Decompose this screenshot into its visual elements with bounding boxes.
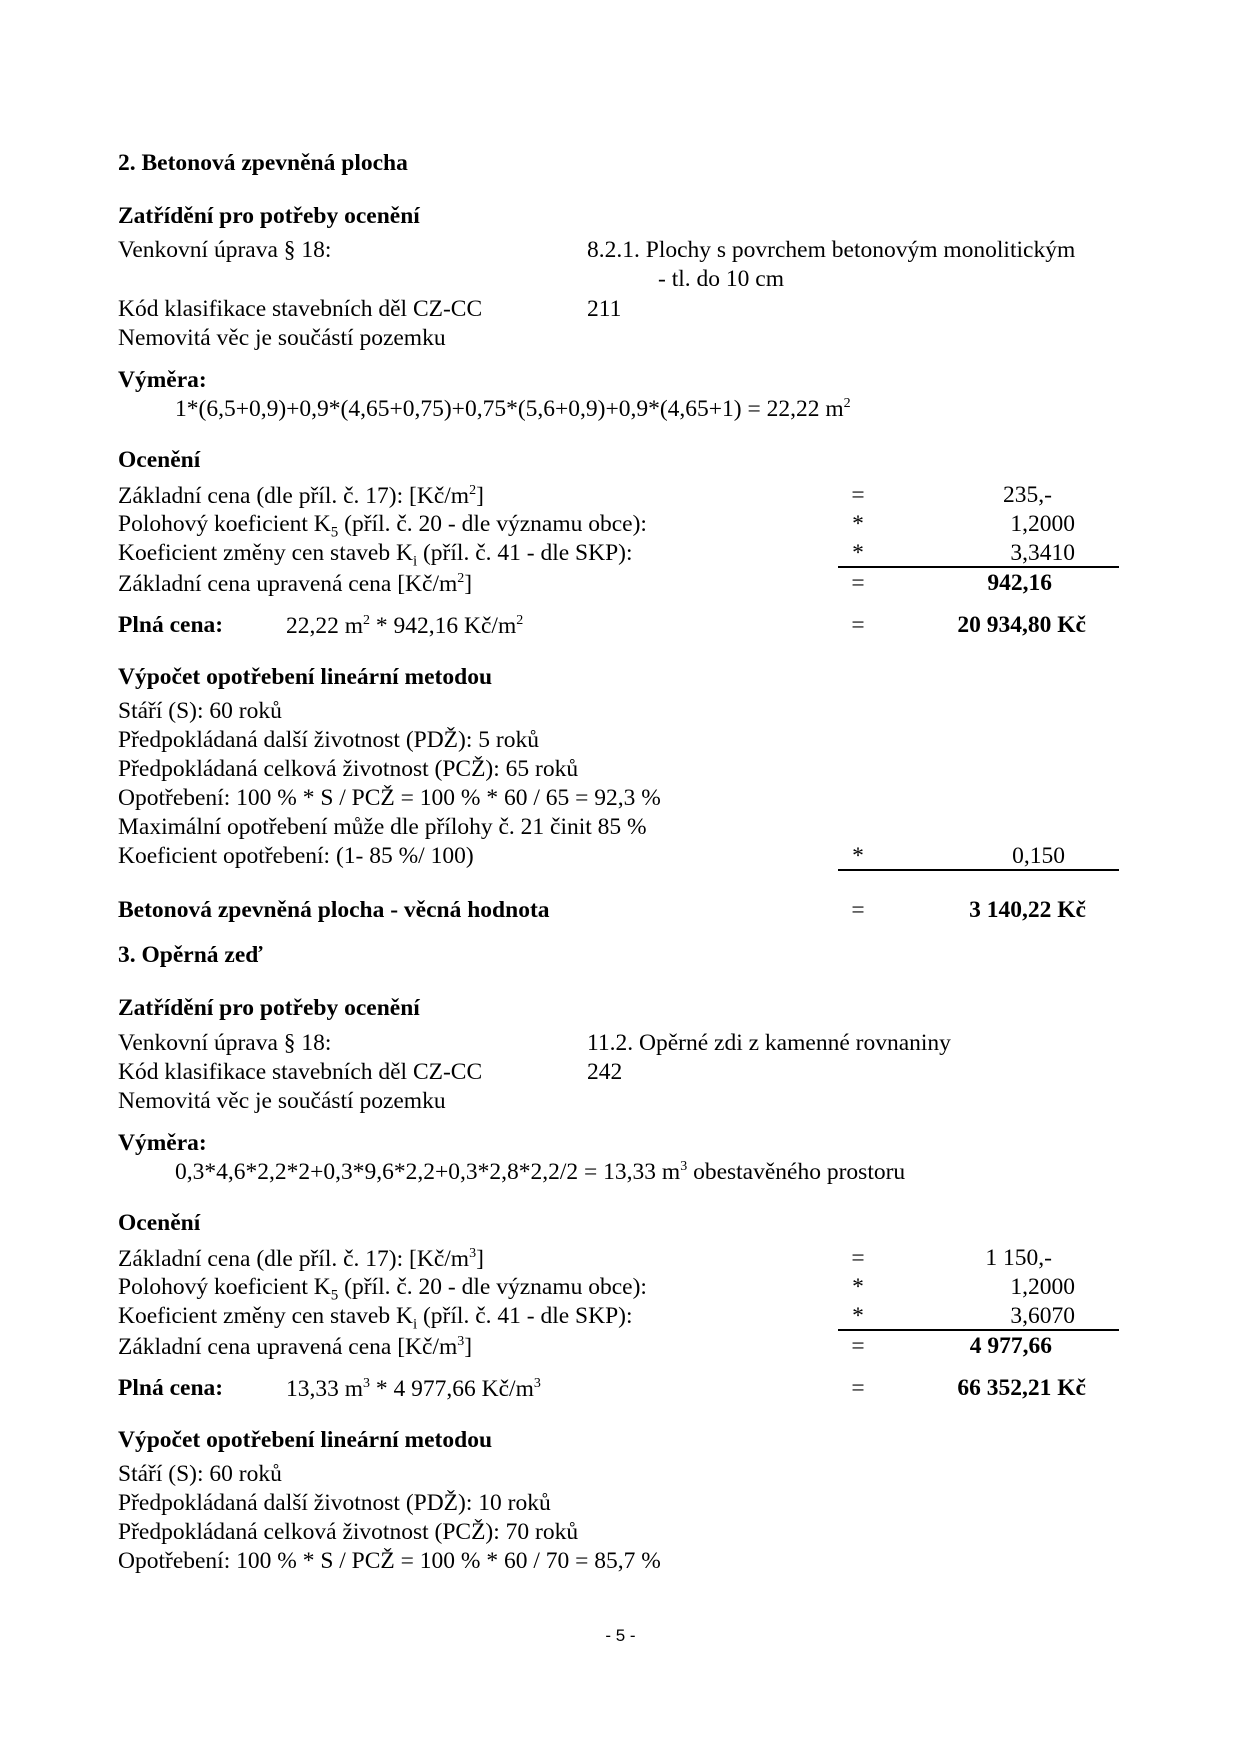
koeficient-opotrebeni-operator: * <box>852 843 864 869</box>
zakladni-cena-operator: = <box>851 1245 865 1271</box>
oceneni-heading: Ocenění <box>118 1210 201 1236</box>
vymera-formula: 0,3*4,6*2,2*2+0,3*9,6*2,2+0,3*2,8*2,2/2 = 13,33 $m^3$ obestavěného prostoru <box>175 1158 906 1185</box>
upravena-cena-operator: = <box>851 570 865 596</box>
zakladni-cena-value: 1 150,- <box>985 1245 1052 1271</box>
classification-heading: Zatřídění pro potřeby ocenění <box>118 203 420 229</box>
stari-line: Stáří (S): 60 roků <box>118 698 282 724</box>
max-opotrebeni-line: Maximální opotřebení může dle přílohy č. 21 činit 85 % <box>118 814 647 840</box>
vypocet-heading: Výpočet opotřebení lineární metodou <box>118 1427 493 1453</box>
koeficient-zmeny-cen-value: 3,3410 <box>1010 540 1075 566</box>
plna-cena-formula: 13,33 $m^3 * 4$ 977,66 $Kč/m^3$ <box>286 1375 541 1402</box>
divider-line <box>838 869 1119 871</box>
koeficient-zmeny-cen-operator: * <box>852 1303 864 1329</box>
zakladni-cena-operator: = <box>851 482 865 508</box>
koeficient-zmeny-cen-label: Koeficient změny cen staveb $K_i$ (příl. č. 41 - dle SKP): <box>118 540 633 570</box>
opotrebeni-line: Opotřebení: 100 % * S / PCŽ = 100 % * 60 / 70 = 85,7 % <box>118 1548 661 1574</box>
plna-cena-label: Plná cena: <box>118 1375 224 1401</box>
venkovni-uprava-value-cont: - tl. do 10 cm <box>658 266 784 292</box>
vecna-hodnota-value: 3 140,22 Kč <box>969 897 1086 923</box>
polohovy-koeficient-label: Polohový koeficient $K_5$ (příl. č. 20 - dle významu obce): <box>118 511 647 541</box>
upravena-cena-label: Základní cena upravená cena $[Kč/m^2]$ <box>118 570 473 597</box>
pdz-line: Předpokládaná další životnost (PDŽ): 10 roků <box>118 1490 551 1516</box>
upravena-cena-value: 942,16 <box>987 570 1052 596</box>
venkovni-uprava-label: Venkovní úprava § 18: <box>118 1030 332 1056</box>
opotrebeni-line: Opotřebení: 100 % * S / PCŽ = 100 % * 60 / 65 = 92,3 % <box>118 785 661 811</box>
upravena-cena-label: Základní cena upravená cena $[Kč/m^3]$ <box>118 1333 473 1360</box>
plna-cena-value: 20 934,80 Kč <box>957 612 1086 638</box>
zakladni-cena-label: Základní cena (dle příl. č. 17): $[Kč/m^2]$ <box>118 482 484 509</box>
koeficient-zmeny-cen-operator: * <box>852 540 864 566</box>
plna-cena-formula: 22,22 $m^2 * 942,16$ $Kč/m^2$ <box>286 612 524 639</box>
divider-line <box>838 566 1119 568</box>
vymera-heading: Výměra: <box>118 367 207 393</box>
polohovy-koeficient-value: 1,2000 <box>1010 1274 1075 1300</box>
koeficient-zmeny-cen-value: 3,6070 <box>1010 1303 1075 1329</box>
zakladni-cena-label: Základní cena (dle příl. č. 17): $[Kč/m^3]$ <box>118 1245 484 1272</box>
vymera-formula: 1*(6,5+0,9)+0,9*(4,65+0,75)+0,75*(5,6+0,9)+0,9*(4,65+1) = 22,22 $m^2$ <box>175 395 851 422</box>
venkovni-uprava-value: 8.2.1. Plochy s povrchem betonovým monolitickým <box>587 237 1076 263</box>
venkovni-uprava-label: Venkovní úprava § 18: <box>118 237 332 263</box>
polohovy-koeficient-operator: * <box>852 511 864 537</box>
classification-heading: Zatřídění pro potřeby ocenění <box>118 995 420 1021</box>
koeficient-opotrebeni-label: Koeficient opotřebení: (1- 85 %/ 100) <box>118 843 474 869</box>
polohovy-koeficient-operator: * <box>852 1274 864 1300</box>
upravena-cena-operator: = <box>851 1333 865 1359</box>
vecna-hodnota-operator: = <box>851 897 865 923</box>
polohovy-koeficient-value: 1,2000 <box>1010 511 1075 537</box>
plna-cena-operator: = <box>851 612 865 638</box>
vecna-hodnota-label: Betonová zpevněná plocha - věcná hodnota <box>118 897 550 923</box>
kod-klasifikace-value: 242 <box>587 1059 623 1085</box>
plna-cena-label: Plná cena: <box>118 612 224 638</box>
pcz-line: Předpokládaná celková životnost (PCŽ): 65 roků <box>118 756 579 782</box>
plna-cena-operator: = <box>851 1375 865 1401</box>
pdz-line: Předpokládaná další životnost (PDŽ): 5 roků <box>118 727 539 753</box>
plna-cena-value: 66 352,21 Kč <box>957 1375 1086 1401</box>
section-3-title: 3. Opěrná zeď <box>118 942 263 968</box>
zakladni-cena-value: 235,- <box>1003 482 1052 508</box>
kod-klasifikace-label: Kód klasifikace stavebních děl CZ-CC <box>118 296 483 322</box>
vymera-heading: Výměra: <box>118 1130 207 1156</box>
kod-klasifikace-label: Kód klasifikace stavebních děl CZ-CC <box>118 1059 483 1085</box>
page-number: - 5 - <box>605 1626 636 1645</box>
nemovita-vec-note: Nemovitá věc je součástí pozemku <box>118 325 446 351</box>
upravena-cena-value: 4 977,66 <box>969 1333 1052 1359</box>
oceneni-heading: Ocenění <box>118 447 201 473</box>
polohovy-koeficient-label: Polohový koeficient $K_5$ (příl. č. 20 - dle významu obce): <box>118 1274 647 1304</box>
section-2-title: 2. Betonová zpevněná plocha <box>118 150 408 176</box>
kod-klasifikace-value: 211 <box>587 296 622 322</box>
pcz-line: Předpokládaná celková životnost (PCŽ): 70 roků <box>118 1519 579 1545</box>
divider-line <box>838 1329 1119 1331</box>
stari-line: Stáří (S): 60 roků <box>118 1461 282 1487</box>
koeficient-opotrebeni-value: 0,150 <box>1012 843 1065 869</box>
venkovni-uprava-value: 11.2. Opěrné zdi z kamenné rovnaniny <box>587 1030 951 1056</box>
nemovita-vec-note: Nemovitá věc je součástí pozemku <box>118 1088 446 1114</box>
koeficient-zmeny-cen-label: Koeficient změny cen staveb $K_i$ (příl. č. 41 - dle SKP): <box>118 1303 633 1333</box>
vypocet-heading: Výpočet opotřebení lineární metodou <box>118 664 493 690</box>
